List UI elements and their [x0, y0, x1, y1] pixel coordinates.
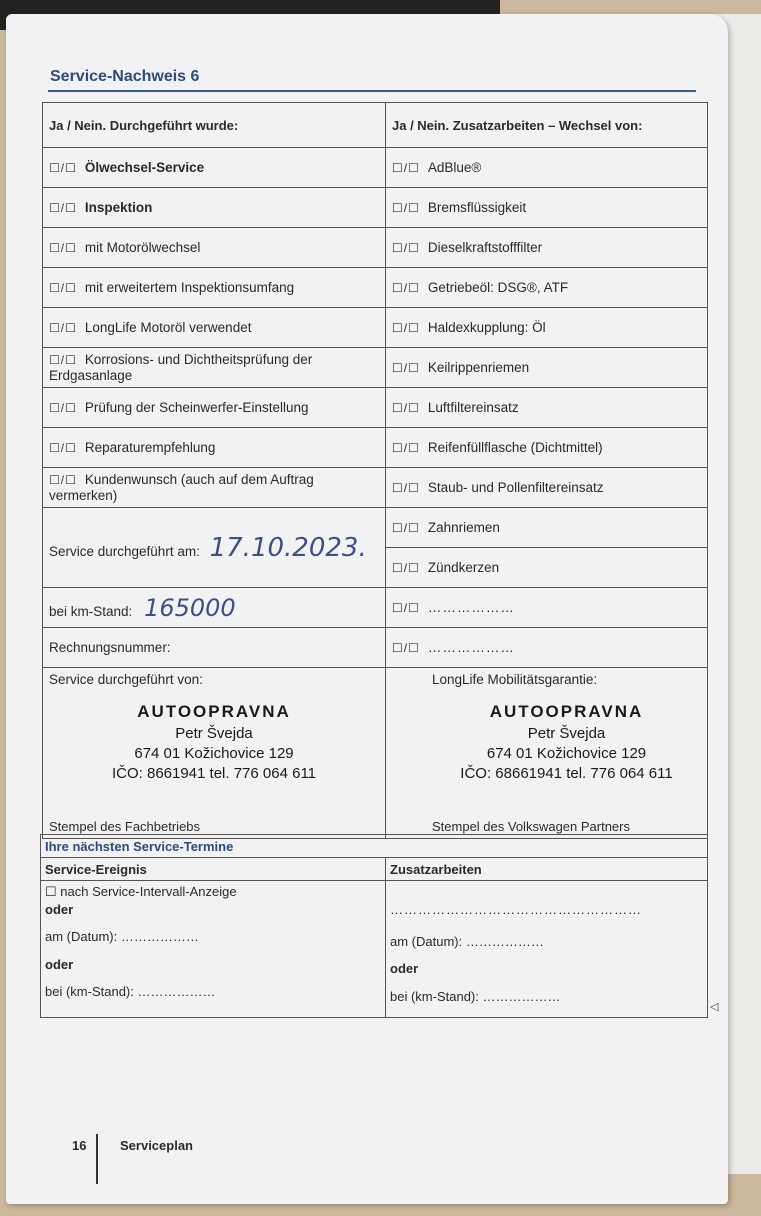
longlife-label: LongLife Mobilitätsgarantie: — [432, 672, 598, 687]
row-label: Keilrippenriemen — [427, 360, 530, 375]
row-label: Reifenfüllflasche (Dichtmittel) — [427, 440, 603, 455]
checkbox-icon[interactable]: ☐/☐ — [392, 401, 420, 415]
stamp-foot-left: Stempel des Fachbetriebs — [49, 819, 201, 834]
or-text: oder — [390, 961, 419, 977]
row-label: Getriebeöl: DSG®, ATF — [427, 280, 569, 295]
stamp-ids: IČO: 68661941 tel. 776 064 611 — [460, 765, 673, 783]
km-field[interactable]: bei (km-Stand): ……………… — [45, 984, 216, 1000]
km-value: 165000 — [144, 593, 236, 622]
row-label: Zündkerzen — [427, 560, 500, 575]
table-row — [43, 428, 708, 468]
stamp-owner: Petr Švejda — [527, 724, 606, 742]
checkbox-icon[interactable]: ☐/☐ — [392, 641, 420, 655]
service-date-label: Service durchgeführt am: — [49, 543, 200, 559]
next-service-table — [40, 834, 708, 1018]
col-service-event: Service-Ereignis — [41, 858, 386, 881]
checkbox-icon[interactable]: ☐/☐ — [392, 521, 420, 535]
row-label: ……………… — [427, 600, 515, 615]
checkbox-icon[interactable]: ☐/☐ — [49, 441, 77, 455]
stamp-row — [43, 668, 708, 839]
table-row — [43, 468, 708, 508]
table-row — [43, 628, 708, 668]
service-table — [42, 102, 708, 839]
row-label: Staub- und Pollenfiltereinsatz — [427, 480, 604, 495]
stamp-owner: Petr Švejda — [175, 724, 253, 742]
invoice-label: Rechnungsnummer: — [49, 640, 171, 655]
row-label: LongLife Motoröl verwendet — [84, 320, 252, 335]
checkbox-icon[interactable]: ☐/☐ — [49, 472, 77, 487]
checkbox-icon[interactable]: ☐/☐ — [392, 601, 420, 615]
date-field[interactable]: am (Datum): ……………… — [390, 933, 544, 949]
checkbox-icon[interactable]: ☐/☐ — [392, 441, 420, 455]
row-label: Luftfiltereinsatz — [427, 400, 519, 415]
checkbox-icon[interactable]: ☐/☐ — [392, 321, 420, 335]
row-label: Bremsflüssigkeit — [427, 200, 527, 215]
checkbox-icon[interactable]: ☐/☐ — [392, 161, 420, 175]
km-label: bei km-Stand: — [49, 603, 133, 619]
checkbox-icon[interactable]: ☐/☐ — [392, 481, 420, 495]
checkbox-icon[interactable]: ☐/☐ — [392, 201, 420, 215]
row-label: Zahnriemen — [427, 520, 500, 535]
stamp-name: AUTOOPRAVNA — [489, 702, 644, 721]
or-text: oder — [45, 901, 74, 917]
table-row — [43, 348, 708, 388]
workshop-stamp-right — [432, 701, 701, 785]
km-field[interactable]: bei (km-Stand): ……………… — [390, 988, 561, 1004]
next-right-cell — [386, 881, 708, 1018]
table-row — [43, 388, 708, 428]
row-label: AdBlue® — [427, 160, 482, 175]
checkbox-icon[interactable]: ☐/☐ — [392, 361, 420, 375]
stamp-address: 674 01 Kožichovice 129 — [486, 745, 647, 763]
date-field[interactable]: am (Datum): ……………… — [45, 929, 199, 945]
page-title: Service-Nachweis 6 — [50, 68, 200, 85]
table-row — [43, 188, 708, 228]
row-label: Dieselkraftstofffilter — [427, 240, 543, 255]
row-label: Kundenwunsch (auch auf dem Auftrag vermerken) — [49, 471, 314, 503]
page-number: 16 — [72, 1138, 87, 1153]
row-label: mit erweitertem Inspektionsumfang — [84, 280, 295, 295]
checkbox-icon[interactable]: ☐/☐ — [49, 352, 77, 367]
performed-by-label: Service durchgeführt von: — [49, 672, 203, 687]
header-left: Ja / Nein. Durchgeführt wurde: — [43, 103, 386, 148]
triangle-marker-icon: ◁ — [710, 1001, 719, 1013]
next-left-cell — [41, 881, 386, 1018]
checkbox-icon[interactable]: ☐/☐ — [49, 241, 77, 255]
checkbox-icon[interactable]: ☐/☐ — [49, 161, 77, 175]
checkbox-icon[interactable]: ☐/☐ — [392, 241, 420, 255]
extra-work-field[interactable]: ……………………………………………… — [390, 902, 642, 917]
workshop-stamp-left — [49, 701, 379, 785]
row-label: Prüfung der Scheinwerfer-Einstellung — [84, 400, 309, 415]
row-label: Ölwechsel-Service — [84, 160, 205, 175]
next-service-title: Ihre nächsten Service-Termine — [41, 835, 708, 858]
stamp-ids: IČO: 8661941 tel. 776 064 611 — [111, 765, 317, 783]
stamp-address: 674 01 Kožichovice 129 — [134, 745, 294, 763]
table-row — [43, 508, 708, 548]
row-label: Korrosions- und Dichtheitsprüfung der Erdgasanlage — [49, 351, 313, 383]
table-row — [43, 148, 708, 188]
checkbox-icon[interactable]: ☐/☐ — [49, 321, 77, 335]
checkbox-icon[interactable]: ☐/☐ — [392, 561, 420, 575]
stamp-name: AUTOOPRAVNA — [137, 702, 291, 721]
footer-section: Serviceplan — [120, 1138, 193, 1153]
interval-option[interactable]: ☐ nach Service-Intervall-Anzeige — [45, 884, 237, 899]
checkbox-icon[interactable]: ☐/☐ — [49, 201, 77, 215]
service-date-value: 17.10.2023. — [209, 532, 367, 563]
checkbox-icon[interactable]: ☐/☐ — [392, 281, 420, 295]
row-label: Inspektion — [84, 200, 153, 215]
table-row — [43, 308, 708, 348]
checkbox-icon[interactable]: ☐/☐ — [49, 401, 77, 415]
row-label: Haldexkupplung: Öl — [427, 320, 546, 335]
or-text: oder — [45, 956, 74, 972]
stamp-foot-right: Stempel des Volkswagen Partners — [432, 819, 630, 834]
checkbox-icon[interactable]: ☐/☐ — [49, 281, 77, 295]
header-right: Ja / Nein. Zusatzarbeiten – Wechsel von: — [386, 103, 708, 148]
col-extra-work: Zusatzarbeiten — [386, 858, 708, 881]
table-row — [43, 588, 708, 628]
table-row — [43, 228, 708, 268]
row-label: mit Motorölwechsel — [84, 240, 201, 255]
row-label: Reparaturempfehlung — [84, 440, 216, 455]
table-row — [43, 268, 708, 308]
table-header — [43, 103, 708, 148]
title-rule — [48, 90, 696, 92]
footer-divider — [96, 1134, 98, 1184]
row-label: ……………… — [427, 640, 515, 655]
